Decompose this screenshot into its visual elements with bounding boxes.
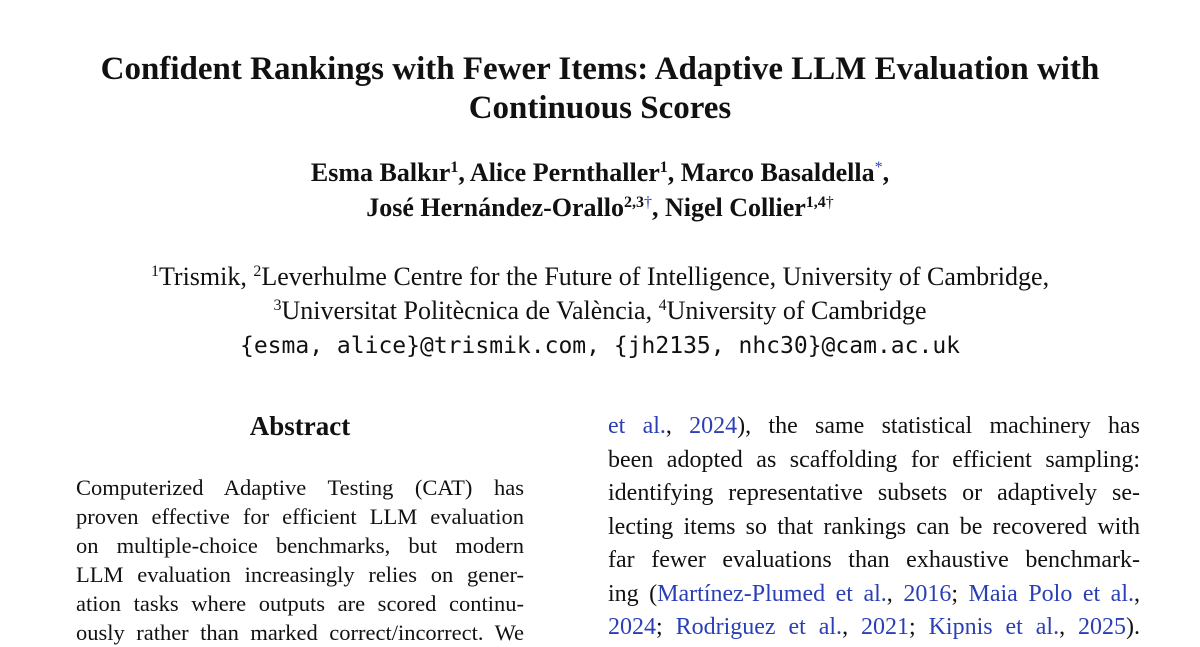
body-line: 2024; Rodriguez et al., 2021; Kipnis et al., 2025). [608, 614, 1140, 640]
affiliation-name: Trismik [158, 262, 241, 291]
body-line: et al., 2024), the same statistical machinery has [608, 413, 1141, 439]
author-name: Alice Pernthaller [469, 158, 660, 187]
abstract-body [76, 473, 524, 647]
affiliation-number: 4 [658, 297, 667, 314]
author-footnote-mark[interactable]: * [874, 159, 883, 176]
abstract-line: on multiple-choice benchmarks, but modern [76, 533, 524, 558]
abstract-line: proven effective for efficient LLM evaluation [76, 504, 524, 529]
citation-year-link[interactable]: 2025 [1078, 614, 1126, 640]
author-name: Esma Balkır [310, 158, 451, 187]
citation-link[interactable]: Martínez-Plumed et al. [657, 580, 887, 607]
author-footnote-mark: † [825, 194, 834, 211]
citation-link[interactable]: Maia Polo et al. [968, 580, 1135, 607]
author-footnote-mark[interactable]: † [644, 194, 652, 211]
author-name: Nigel Collier [665, 193, 806, 222]
body-line: identifying representative subsets or adaptively se- [608, 480, 1140, 506]
citation-link[interactable]: Rodriguez et al. [675, 614, 843, 640]
author-list [0, 155, 1200, 225]
affiliation-name: Universitat Politècnica de València [281, 296, 646, 325]
affiliations [0, 260, 1200, 328]
paper-title-line-1: Confident Rankings with Fewer Items: Adaptive LLM Evaluation with [100, 51, 1100, 87]
author-line-2: José Hernández-Orallo$^{2,3\dagger}$, Nigel Collier$^{1,4\dagger}$ [366, 193, 834, 222]
abstract-line: ously rather than marked correct/incorrect. We [76, 620, 524, 645]
citation-year-link[interactable]: 2024 [608, 614, 656, 640]
citation-year-link[interactable]: 2021 [860, 614, 909, 640]
affiliation-number: 2 [253, 263, 262, 280]
author-affil-sup: 1 [659, 159, 668, 176]
author-name: Marco Basaldella [680, 158, 875, 187]
affiliation-number: 1 [150, 263, 159, 280]
body-line: far fewer evaluations than exhaustive benchmark- [608, 547, 1140, 573]
body-line: been adopted as scaffolding for efficient sampling: [608, 446, 1140, 473]
body-text-right-column [608, 410, 1140, 645]
abstract-heading: Abstract [249, 411, 351, 441]
body-line: ing (Martínez-Plumed et al., 2016; Maia Polo et al., [608, 580, 1141, 607]
abstract-line: Computerized Adaptive Testing (CAT) has [76, 475, 524, 500]
author-name: José Hernández-Orallo [366, 193, 624, 222]
citation-year-link[interactable]: 2016 [903, 580, 952, 607]
author-affil-sup: 1,4 [805, 194, 826, 211]
author-line-1: Esma Balkır$^1$, Alice Pernthaller$^1$, Marco Basaldella*, [310, 158, 890, 187]
affiliation-line-1: $^1$Trismik, $^2$Leverhulme Centre for the Future of Intelligence, University of Cambridge, [150, 262, 1050, 291]
abstract-line: ation tasks where outputs are scored continu- [76, 591, 524, 616]
citation-year-link[interactable]: 2024 [689, 413, 738, 439]
affiliation-line-2: $^3$Universitat Politècnica de València, $^4$University of Cambridge [273, 296, 927, 325]
affiliation-number: 3 [273, 297, 282, 314]
author-affil-sup: 2,3 [624, 194, 644, 211]
paper-title [0, 50, 1200, 128]
author-emails: {esma, alice}@trismik.com, {jh2135, nhc30}@cam.ac.uk [239, 333, 961, 359]
paper-title-line-2: Continuous Scores [468, 90, 732, 126]
citation-link[interactable]: et al. [608, 413, 666, 439]
affiliation-name: University of Cambridge [666, 296, 927, 325]
affiliation-name: Leverhulme Centre for the Future of Intelligence, University of Cambridge [261, 262, 1043, 291]
author-affil-sup: 1 [450, 159, 459, 176]
abstract-line: LLM evaluation increasingly relies on gener- [76, 562, 524, 587]
body-line: lecting items so that rankings can be recovered with [608, 513, 1140, 540]
citation-link[interactable]: Kipnis et al. [928, 614, 1060, 640]
